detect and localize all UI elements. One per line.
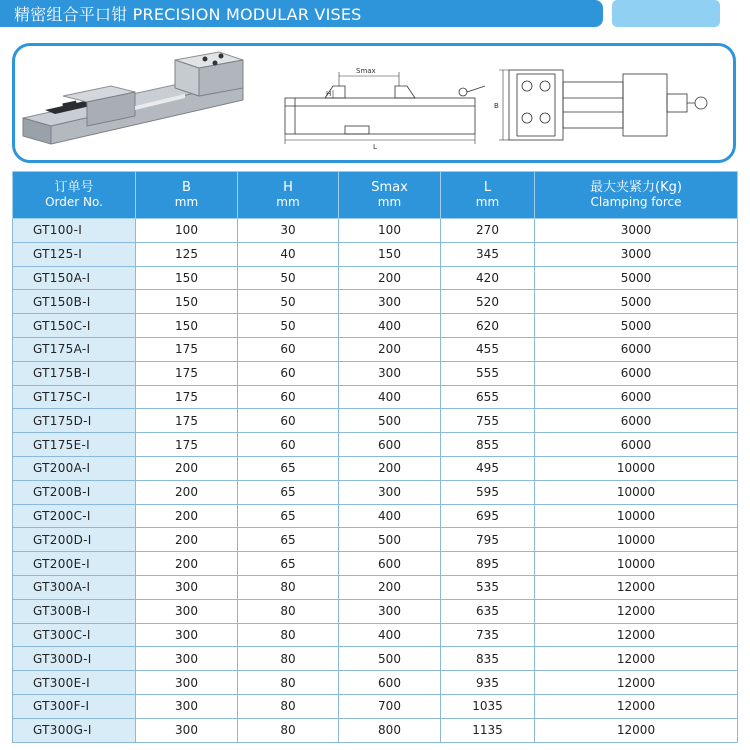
side-view-drawing <box>285 72 485 144</box>
clamping-force-cell: 12000 <box>535 694 738 718</box>
smax-cell: 200 <box>339 337 441 361</box>
smax-cell: 300 <box>339 480 441 504</box>
order-no-cell: GT150B-Ⅰ <box>13 290 136 314</box>
table-row <box>13 266 738 290</box>
order-no-cell: GT175E-Ⅰ <box>13 433 136 457</box>
smax-cell: 400 <box>339 385 441 409</box>
l-cell: 270 <box>441 219 535 243</box>
h-cell: 80 <box>238 694 339 718</box>
table-row <box>13 671 738 695</box>
b-cell: 300 <box>136 599 238 623</box>
table-row <box>13 480 738 504</box>
b-cell: 175 <box>136 433 238 457</box>
header-h: H mm <box>238 172 339 219</box>
table-row <box>13 623 738 647</box>
order-no-cell: GT300D-Ⅰ <box>13 647 136 671</box>
spec-table-body <box>13 219 738 743</box>
order-no-cell: GT300F-Ⅰ <box>13 694 136 718</box>
clamping-force-cell: 12000 <box>535 599 738 623</box>
clamping-force-cell: 10000 <box>535 504 738 528</box>
clamping-force-cell: 5000 <box>535 266 738 290</box>
table-row <box>13 647 738 671</box>
table-row <box>13 456 738 480</box>
header-b: B mm <box>136 172 238 219</box>
table-row <box>13 385 738 409</box>
clamping-force-cell: 6000 <box>535 409 738 433</box>
smax-cell: 400 <box>339 314 441 338</box>
b-cell: 175 <box>136 409 238 433</box>
order-no-cell: GT100-Ⅰ <box>13 219 136 243</box>
h-cell: 80 <box>238 599 339 623</box>
smax-cell: 600 <box>339 671 441 695</box>
smax-cell: 300 <box>339 599 441 623</box>
l-cell: 655 <box>441 385 535 409</box>
header-smax: Smax mm <box>339 172 441 219</box>
h-cell: 65 <box>238 528 339 552</box>
b-cell: 150 <box>136 290 238 314</box>
table-row <box>13 433 738 457</box>
smax-cell: 200 <box>339 266 441 290</box>
b-cell: 300 <box>136 694 238 718</box>
order-no-cell: GT175A-Ⅰ <box>13 337 136 361</box>
smax-cell: 400 <box>339 623 441 647</box>
smax-cell: 200 <box>339 575 441 599</box>
clamping-force-cell: 10000 <box>535 528 738 552</box>
b-cell: 300 <box>136 671 238 695</box>
h-cell: 30 <box>238 219 339 243</box>
clamping-force-cell: 6000 <box>535 385 738 409</box>
l-cell: 620 <box>441 314 535 338</box>
smax-cell: 800 <box>339 718 441 742</box>
h-cell: 80 <box>238 575 339 599</box>
title-tab-decoration <box>612 0 720 27</box>
b-cell: 200 <box>136 528 238 552</box>
l-cell: 595 <box>441 480 535 504</box>
top-view-drawing <box>499 70 707 140</box>
table-row <box>13 361 738 385</box>
spec-table-container <box>12 171 737 743</box>
l-cell: 795 <box>441 528 535 552</box>
b-cell: 200 <box>136 456 238 480</box>
smax-cell: 500 <box>339 647 441 671</box>
smax-cell: 600 <box>339 552 441 576</box>
title-bar <box>0 0 603 27</box>
h-cell: 60 <box>238 361 339 385</box>
h-cell: 50 <box>238 290 339 314</box>
b-cell: 175 <box>136 385 238 409</box>
l-cell: 420 <box>441 266 535 290</box>
l-cell: 735 <box>441 623 535 647</box>
l-cell: 895 <box>441 552 535 576</box>
table-row <box>13 694 738 718</box>
smax-cell: 500 <box>339 528 441 552</box>
smax-cell: 300 <box>339 361 441 385</box>
clamping-force-cell: 6000 <box>535 337 738 361</box>
header-l: L mm <box>441 172 535 219</box>
table-row <box>13 504 738 528</box>
h-cell: 50 <box>238 266 339 290</box>
b-cell: 100 <box>136 219 238 243</box>
order-no-cell: GT200A-Ⅰ <box>13 456 136 480</box>
table-header-row <box>13 172 738 219</box>
table-row <box>13 409 738 433</box>
smax-cell: 200 <box>339 456 441 480</box>
header-order-no: 订单号 Order No. <box>13 172 136 219</box>
table-row <box>13 242 738 266</box>
order-no-cell: GT200C-Ⅰ <box>13 504 136 528</box>
smax-cell: 300 <box>339 290 441 314</box>
order-no-cell: GT175C-Ⅰ <box>13 385 136 409</box>
table-row <box>13 599 738 623</box>
b-cell: 200 <box>136 504 238 528</box>
l-cell: 495 <box>441 456 535 480</box>
l-cell: 555 <box>441 361 535 385</box>
l-cell: 1135 <box>441 718 535 742</box>
table-row <box>13 290 738 314</box>
smax-cell: 400 <box>339 504 441 528</box>
clamping-force-cell: 12000 <box>535 718 738 742</box>
smax-cell: 150 <box>339 242 441 266</box>
order-no-cell: GT150C-Ⅰ <box>13 314 136 338</box>
order-no-cell: GT300A-Ⅰ <box>13 575 136 599</box>
l-cell: 1035 <box>441 694 535 718</box>
order-no-cell: GT150A-Ⅰ <box>13 266 136 290</box>
h-cell: 65 <box>238 480 339 504</box>
h-cell: 50 <box>238 314 339 338</box>
l-cell: 345 <box>441 242 535 266</box>
order-no-cell: GT300G-Ⅰ <box>13 718 136 742</box>
order-no-cell: GT200D-Ⅰ <box>13 528 136 552</box>
l-cell: 455 <box>441 337 535 361</box>
order-no-cell: GT200B-Ⅰ <box>13 480 136 504</box>
b-cell: 175 <box>136 337 238 361</box>
l-cell: 535 <box>441 575 535 599</box>
h-cell: 80 <box>238 647 339 671</box>
l-cell: 755 <box>441 409 535 433</box>
clamping-force-cell: 12000 <box>535 575 738 599</box>
order-no-cell: GT300E-Ⅰ <box>13 671 136 695</box>
b-cell: 150 <box>136 314 238 338</box>
l-cell: 635 <box>441 599 535 623</box>
b-cell: 200 <box>136 552 238 576</box>
h-cell: 65 <box>238 456 339 480</box>
smax-label: Smax <box>356 67 376 75</box>
order-no-cell: GT200E-Ⅰ <box>13 552 136 576</box>
l-cell: 935 <box>441 671 535 695</box>
product-images-panel <box>12 43 736 163</box>
h-cell: 65 <box>238 552 339 576</box>
clamping-force-cell: 5000 <box>535 290 738 314</box>
header-clamping-force: 最大夹紧力(Kg) Clamping force <box>535 172 738 219</box>
h-cell: 60 <box>238 337 339 361</box>
order-no-cell: GT300B-Ⅰ <box>13 599 136 623</box>
smax-cell: 600 <box>339 433 441 457</box>
clamping-force-cell: 6000 <box>535 433 738 457</box>
order-no-cell: GT175B-Ⅰ <box>13 361 136 385</box>
b-cell: 300 <box>136 718 238 742</box>
product-drawings <box>15 46 736 163</box>
b-cell: 300 <box>136 623 238 647</box>
h-cell: 40 <box>238 242 339 266</box>
b-label: B <box>494 102 499 110</box>
l-cell: 835 <box>441 647 535 671</box>
table-row <box>13 552 738 576</box>
clamping-force-cell: 12000 <box>535 647 738 671</box>
vise-photo <box>23 52 243 144</box>
h-cell: 60 <box>238 385 339 409</box>
order-no-cell: GT125-Ⅰ <box>13 242 136 266</box>
clamping-force-cell: 5000 <box>535 314 738 338</box>
table-row <box>13 718 738 742</box>
order-no-cell: GT300C-Ⅰ <box>13 623 136 647</box>
clamping-force-cell: 3000 <box>535 219 738 243</box>
l-cell: 855 <box>441 433 535 457</box>
clamping-force-cell: 10000 <box>535 552 738 576</box>
h-cell: 80 <box>238 718 339 742</box>
b-cell: 200 <box>136 480 238 504</box>
b-cell: 175 <box>136 361 238 385</box>
b-cell: 300 <box>136 647 238 671</box>
b-cell: 300 <box>136 575 238 599</box>
table-row <box>13 337 738 361</box>
h-cell: 80 <box>238 623 339 647</box>
smax-cell: 700 <box>339 694 441 718</box>
smax-cell: 100 <box>339 219 441 243</box>
table-row <box>13 575 738 599</box>
h-cell: 60 <box>238 433 339 457</box>
page-title: 精密组合平口钳 PRECISION MODULAR VISES <box>14 5 362 24</box>
l-label: L <box>373 143 377 151</box>
l-cell: 520 <box>441 290 535 314</box>
clamping-force-cell: 10000 <box>535 480 738 504</box>
table-row <box>13 219 738 243</box>
clamping-force-cell: 12000 <box>535 671 738 695</box>
clamping-force-cell: 10000 <box>535 456 738 480</box>
h-cell: 60 <box>238 409 339 433</box>
b-cell: 125 <box>136 242 238 266</box>
h-cell: 65 <box>238 504 339 528</box>
h-label: H <box>326 90 332 98</box>
clamping-force-cell: 12000 <box>535 623 738 647</box>
clamping-force-cell: 3000 <box>535 242 738 266</box>
smax-cell: 500 <box>339 409 441 433</box>
b-cell: 150 <box>136 266 238 290</box>
l-cell: 695 <box>441 504 535 528</box>
table-row <box>13 314 738 338</box>
clamping-force-cell: 6000 <box>535 361 738 385</box>
order-no-cell: GT175D-Ⅰ <box>13 409 136 433</box>
spec-table <box>12 171 738 743</box>
h-cell: 80 <box>238 671 339 695</box>
table-row <box>13 528 738 552</box>
